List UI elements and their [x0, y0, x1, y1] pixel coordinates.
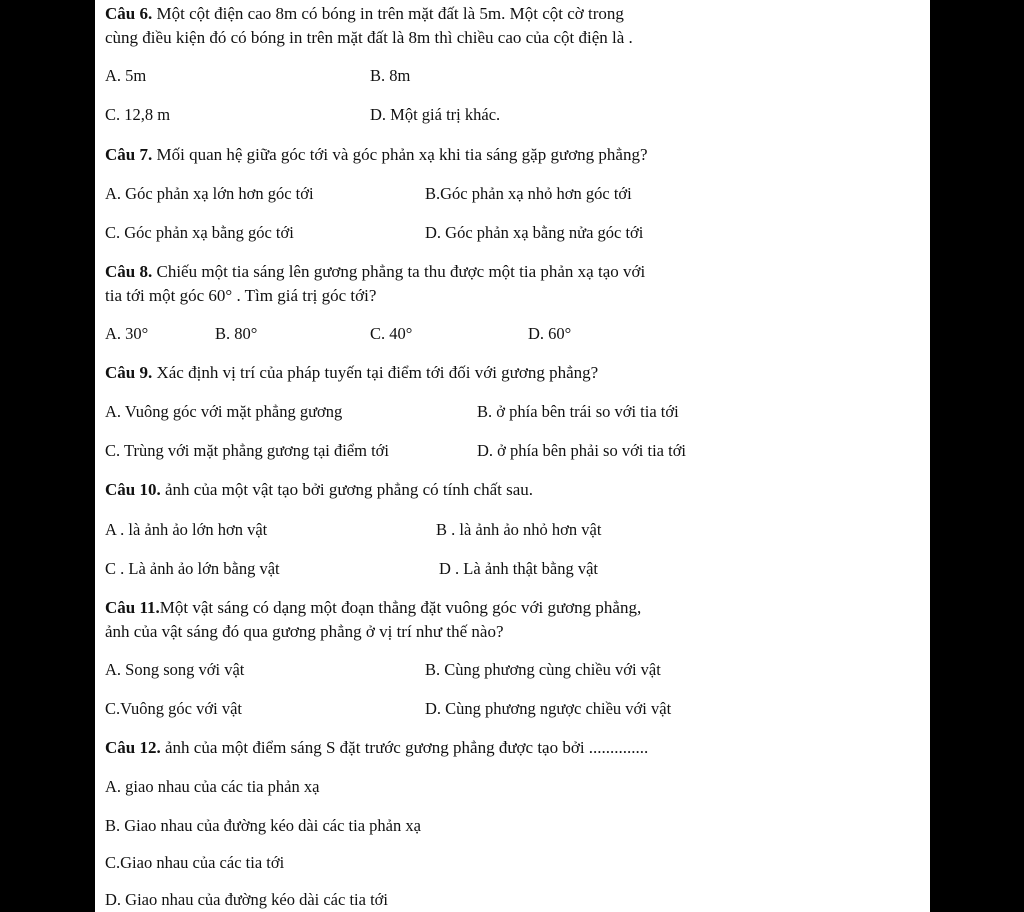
question-11-line-1 [105, 598, 641, 618]
question-12-line-1 [105, 738, 648, 758]
question-6-text: Một cột điện cao 8m có bóng in trên mặt đất là 5m. Một cột cờ trong [152, 4, 624, 23]
question-10-option-a: A . là ảnh ảo lớn hơn vật [105, 520, 268, 539]
question-6-number: Câu 6. [105, 4, 153, 23]
question-6-option-a: A. 5m [105, 66, 147, 85]
question-6-option-c: C. 12,8 m [105, 105, 171, 124]
question-7-line-1 [105, 145, 648, 165]
question-7-number: Câu 7. [105, 145, 153, 164]
question-11-number: Câu 11. [105, 598, 160, 617]
question-8-number: Câu 8. [105, 262, 153, 281]
question-6-line-1 [105, 4, 624, 24]
question-7-option-a: A. Góc phản xạ lớn hơn góc tới [105, 184, 314, 203]
question-9-number: Câu 9. [105, 363, 153, 382]
question-8-text: Chiếu một tia sáng lên gương phẳng ta thu được một tia phản xạ tạo với [152, 262, 646, 281]
question-11-text: Một vật sáng có dạng một đoạn thẳng đặt vuông góc với gương phẳng, [159, 598, 642, 617]
question-11-option-d: D. Cùng phương ngược chiều với vật [425, 699, 672, 718]
question-7-option-b: B.Góc phản xạ nhỏ hơn góc tới [425, 184, 632, 203]
question-8-option-c: C. 40° [370, 324, 413, 343]
question-12-option-b: B. Giao nhau của đường kéo dài các tia phản xạ [105, 816, 421, 835]
question-12-text: ảnh của một điểm sáng S đặt trước gương phẳng được tạo bởi .............. [160, 738, 649, 757]
question-10-option-b: B . là ảnh ảo nhỏ hơn vật [436, 520, 602, 539]
question-10-line-1 [105, 480, 533, 500]
question-8-option-d: D. 60° [528, 324, 572, 343]
question-9-option-c: C. Trùng với mặt phẳng gương tại điểm tới [105, 441, 389, 460]
question-9-option-a: A. Vuông góc với mặt phẳng gương [105, 402, 343, 421]
question-7-text: Mối quan hệ giữa góc tới và góc phản xạ khi tia sáng gặp gương phẳng? [152, 145, 648, 164]
question-9-text: Xác định vị trí của pháp tuyến tại điểm tới đối với gương phẳng? [152, 363, 599, 382]
document-page [95, 0, 930, 912]
question-12-option-a: A. giao nhau của các tia phản xạ [105, 777, 320, 796]
question-9-line-1 [105, 363, 598, 383]
question-11-option-a: A. Song song với vật [105, 660, 245, 679]
question-8-option-a: A. 30° [105, 324, 149, 343]
question-7-option-d: D. Góc phản xạ bằng nửa góc tới [425, 223, 644, 242]
question-11-option-c: C.Vuông góc với vật [105, 699, 242, 718]
question-12-option-d: D. Giao nhau của đường kéo dài các tia tới [105, 890, 388, 909]
question-9-option-b: B. ở phía bên trái so với tia tới [477, 402, 679, 421]
question-6-option-b: B. 8m [370, 66, 411, 85]
question-6-option-d: D. Một giá trị khác. [370, 105, 501, 124]
question-12-option-c: C.Giao nhau của các tia tới [105, 853, 285, 872]
question-11-option-b: B. Cùng phương cùng chiều với vật [425, 660, 661, 679]
question-8-line-1 [105, 262, 645, 282]
question-8-line-2: tia tới một góc 60° . Tìm giá trị góc tới? [105, 286, 377, 305]
question-6-line-2: cùng điều kiện đó có bóng in trên mặt đất là 8m thì chiều cao của cột điện là . [105, 28, 633, 47]
question-10-number: Câu 10. [105, 480, 161, 499]
question-7-option-c: C. Góc phản xạ bằng góc tới [105, 223, 294, 242]
question-10-text: ảnh của một vật tạo bởi gương phẳng có tính chất sau. [160, 480, 534, 499]
question-9-option-d: D. ở phía bên phải so với tia tới [477, 441, 687, 460]
question-10-option-d: D . Là ảnh thật bằng vật [439, 559, 598, 578]
question-8-option-b: B. 80° [215, 324, 258, 343]
question-12-number: Câu 12. [105, 738, 161, 757]
question-11-line-2: ảnh của vật sáng đó qua gương phẳng ở vị trí như thế nào? [105, 622, 504, 641]
question-10-option-c: C . Là ảnh ảo lớn bằng vật [105, 559, 280, 578]
